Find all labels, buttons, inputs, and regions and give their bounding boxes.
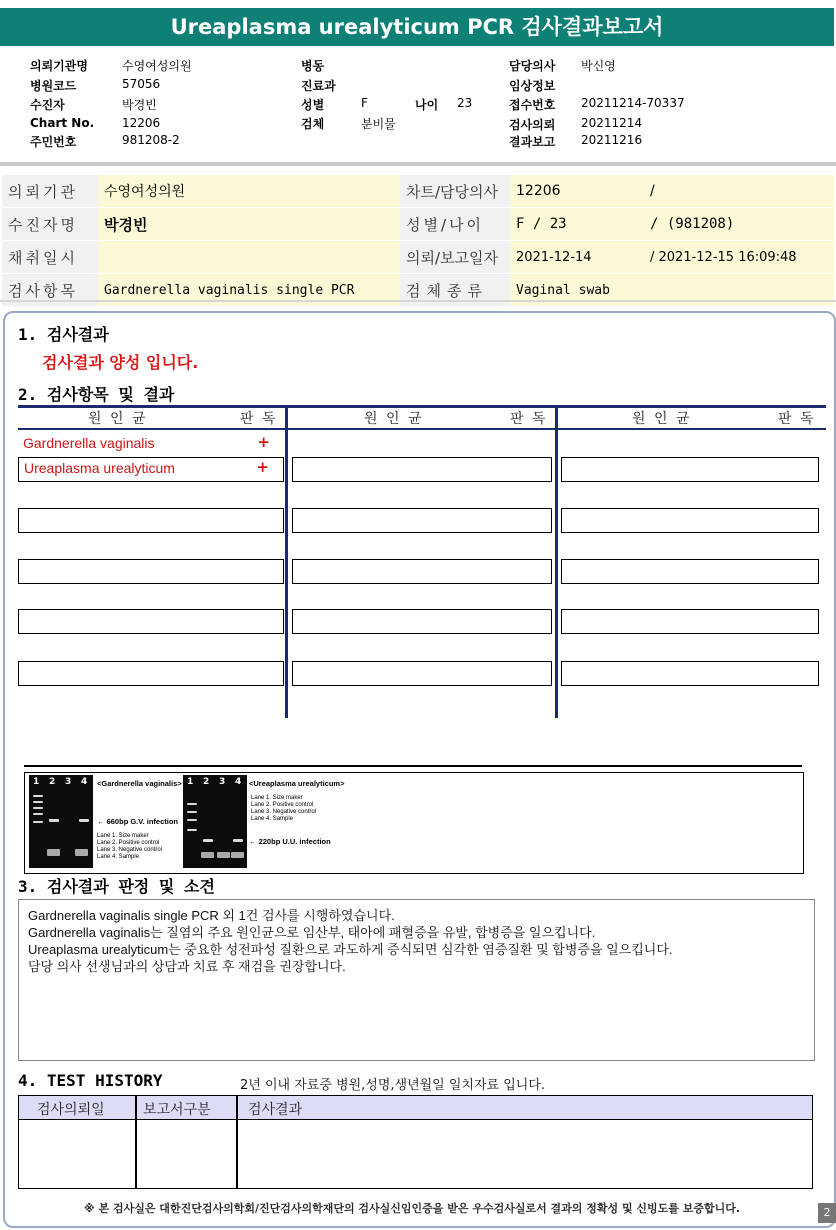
history-divider [236, 1096, 238, 1188]
info-label: 차트/담당의사 [400, 175, 510, 208]
band-label-text: 660bp G.V. infection [106, 817, 179, 826]
result-row [18, 433, 284, 456]
info-label: 검체종류 [400, 274, 510, 307]
col-header-judgement: 판 독 [778, 411, 816, 427]
divider [0, 300, 836, 302]
header-value: F [361, 96, 368, 110]
lane-number: 3 [65, 777, 72, 787]
legend-line: Lane 4. Sample [251, 816, 294, 822]
header-label: 검사의뢰 [509, 118, 556, 132]
result-summary: 검사결과 양성 입니다. [42, 353, 199, 372]
legend-line: Lane 3. Negative control [251, 809, 317, 815]
legend-line: Lane 4. Sample [97, 854, 140, 860]
gel-band [231, 852, 244, 858]
lane-number: 1 [33, 777, 40, 787]
header-rrn [30, 133, 180, 150]
empty-cell [561, 508, 819, 533]
grid-divider [285, 405, 288, 718]
info-value [510, 175, 834, 208]
header-label: 수진자 [30, 98, 65, 112]
sexage-extra: / (981208) [650, 216, 735, 232]
empty-cell [18, 559, 284, 584]
info-value [510, 241, 834, 274]
header-value: 20211214-70337 [581, 96, 685, 110]
judgement-value: + [257, 433, 270, 451]
header-label: 의뢰기관명 [30, 59, 88, 73]
info-label: 의뢰/보고일자 [400, 241, 510, 274]
gel-band [187, 829, 197, 831]
gel-left-band-label: ← 660bp G.V. infection [97, 817, 179, 826]
chart-sep: / [650, 183, 655, 199]
header-value: 57056 [122, 77, 161, 91]
gel-right-band-label: ← 220bp U.U. infection [249, 837, 331, 846]
header-label: 임상정보 [509, 79, 556, 93]
grid-header-line [18, 428, 826, 430]
certification-footer: ※ 본 검사실은 대한진단검사의학회/진단검사의학재단의 검사실신임인증을 받은 우수검사실로서 결과의 정확성 및 신빙도를 보증합니다. [84, 1202, 741, 1215]
date-value: 2021-12-14 [516, 249, 592, 265]
history-col-report-type: 보고서구분 [143, 1102, 211, 1118]
info-table [2, 174, 834, 306]
header-ward [301, 57, 324, 74]
empty-cell [561, 661, 819, 686]
gel-band [187, 819, 197, 821]
organism-name: Ureaplasma urealyticum [24, 460, 175, 476]
page-number: 2 [818, 1203, 836, 1223]
divider [0, 162, 836, 166]
empty-cell [18, 609, 284, 634]
gel-band [47, 849, 60, 856]
gel-right-legend [251, 795, 316, 823]
info-label: 채취일시 [2, 241, 98, 274]
header-label: 검체 [301, 117, 325, 131]
col-header-organism: 원 인 균 [364, 411, 424, 427]
empty-cell [292, 508, 552, 533]
history-col-request-date: 검사의뢰일 [37, 1102, 105, 1118]
header-label: 주민번호 [30, 135, 77, 149]
history-divider [135, 1096, 137, 1188]
header-request [509, 116, 643, 133]
header-value: 수영여성의원 [122, 59, 192, 73]
gel-band [33, 795, 43, 797]
info-value: Vaginal swab [510, 274, 834, 307]
header-label: Chart No. [30, 116, 95, 130]
header-value: 분비물 [361, 117, 396, 131]
info-row [2, 208, 834, 241]
section-4-title: 4. TEST HISTORY [18, 1071, 163, 1090]
lane-number: 3 [219, 777, 226, 787]
header-label: 병원코드 [30, 79, 77, 93]
chart-value: 12206 [516, 183, 561, 199]
info-value: 수영여성의원 [98, 175, 400, 208]
finding-line: Gardnerella vaginalis single PCR 외 1건 검사를 시행하였습니다. [28, 908, 395, 923]
empty-cell [292, 457, 552, 482]
info-value: Gardnerella vaginalis single PCR [98, 274, 400, 307]
header-clinical [509, 77, 555, 94]
col-header-judgement: 판 독 [510, 411, 548, 427]
gel-band [233, 839, 243, 842]
empty-cell [292, 559, 552, 584]
grid-divider [555, 405, 558, 718]
gel-right-title: <Ureaplasma urealyticum> [249, 779, 345, 788]
empty-cell [18, 508, 284, 533]
gel-band [79, 819, 89, 822]
lane-number: 4 [235, 777, 242, 787]
gel-band [187, 803, 197, 805]
finding-line: 담당 의사 선생님과의 상담과 치료 후 재검을 권장합니다. [28, 959, 346, 974]
gel-band [49, 819, 59, 822]
info-row [2, 175, 834, 208]
header-accession [509, 96, 685, 113]
section-1-title: 1. 검사결과 [18, 325, 109, 344]
info-label: 수진자명 [2, 208, 98, 241]
gel-band [33, 801, 43, 803]
finding-line: Ureaplasma urealyticum는 중요한 성전파성 질환으로 과도하게 증식되면 심각한 염증질환 및 합병증을 일으킵니다. [28, 942, 673, 957]
empty-cell [561, 609, 819, 634]
col-header-organism: 원 인 균 [632, 411, 692, 427]
findings-box [18, 899, 815, 1061]
header-value: 12206 [122, 116, 161, 130]
info-value [510, 208, 834, 241]
history-header [19, 1096, 812, 1120]
header-sex [301, 96, 368, 113]
lane-number: 2 [203, 777, 210, 787]
header-label: 접수번호 [509, 98, 556, 112]
header-label: 진료과 [301, 79, 336, 93]
band-label-text: 220bp U.U. infection [258, 837, 331, 846]
date-extra: / 2021-12-15 16:09:48 [650, 249, 797, 265]
gel-band [33, 813, 43, 815]
lane-number: 2 [49, 777, 56, 787]
finding-line: Gardnerella vaginalis는 질염의 주요 원인균으로 임산부, 태아에 패혈증을 유발, 합병증을 일으킵니다. [28, 925, 596, 940]
info-label: 의뢰기관 [2, 175, 98, 208]
header-hospcode [30, 77, 161, 94]
judgement-value: + [256, 458, 269, 476]
gel-band [75, 849, 88, 856]
header-value: 20211216 [581, 133, 643, 147]
header-value: 박경빈 [122, 98, 157, 112]
header-specimen [301, 115, 396, 132]
lane-number: 1 [187, 777, 194, 787]
legend-line: Lane 1. Size maker [251, 795, 303, 801]
header-label: 담당의사 [509, 59, 556, 73]
info-label: 검사항목 [2, 274, 98, 307]
legend-line: Lane 2. Positive control [251, 802, 314, 808]
info-row [2, 241, 834, 274]
section-2-title: 2. 검사항목 및 결과 [18, 385, 175, 404]
header-label: 성별 [301, 98, 325, 112]
gel-band [203, 839, 213, 842]
info-label: 성별/나이 [400, 208, 510, 241]
header-chart [30, 116, 161, 130]
col-header-judgement: 판 독 [240, 411, 278, 427]
gel-band [217, 852, 230, 858]
gel-right-image [183, 775, 247, 868]
empty-cell [561, 457, 819, 482]
empty-cell [561, 559, 819, 584]
history-note: 2년 이내 자료중 병원,성명,생년월일 일치자료 입니다. [240, 1078, 546, 1093]
legend-line: Lane 3. Negative control [97, 847, 163, 853]
gel-left-title: <Gardnerella vaginalis> [97, 779, 182, 788]
empty-cell [292, 609, 552, 634]
result-row [18, 457, 284, 482]
header-patient [30, 96, 157, 113]
legend-line: Lane 1. Size maker [97, 833, 149, 839]
report-title: Ureaplasma urealyticum PCR 검사결과보고서 [0, 8, 834, 46]
gel-band [201, 852, 214, 858]
header-doctor [509, 57, 616, 74]
empty-cell [18, 661, 284, 686]
gel-image-panel [24, 772, 804, 874]
lane-number: 4 [81, 777, 88, 787]
gel-band [33, 821, 43, 823]
section-3-title: 3. 검사결과 판정 및 소견 [18, 877, 215, 896]
info-value: 박경빈 [98, 208, 400, 241]
header-value: 981208-2 [122, 133, 180, 147]
empty-cell [292, 661, 552, 686]
header-age [415, 96, 473, 113]
header-value: 23 [457, 96, 473, 110]
header-label: 병동 [301, 59, 325, 73]
history-table [18, 1095, 813, 1189]
gel-top-line [24, 765, 802, 767]
organism-name: Gardnerella vaginalis [23, 435, 155, 451]
info-value [98, 241, 400, 274]
header-value: 박신영 [581, 59, 616, 73]
gel-band [33, 807, 43, 809]
gel-left-image [29, 775, 93, 868]
gel-band [187, 811, 197, 813]
gel-left-legend [97, 833, 162, 861]
header-label: 나이 [415, 98, 439, 112]
header-report [509, 133, 643, 150]
sexage-value: F / 23 [516, 216, 567, 232]
col-header-organism: 원 인 균 [88, 411, 148, 427]
history-col-result: 검사결과 [248, 1102, 303, 1118]
header-inst [30, 57, 192, 74]
header-dept [301, 77, 336, 94]
header-label: 결과보고 [509, 135, 556, 149]
header-value: 20211214 [581, 116, 643, 130]
legend-line: Lane 2. Positive control [97, 840, 160, 846]
